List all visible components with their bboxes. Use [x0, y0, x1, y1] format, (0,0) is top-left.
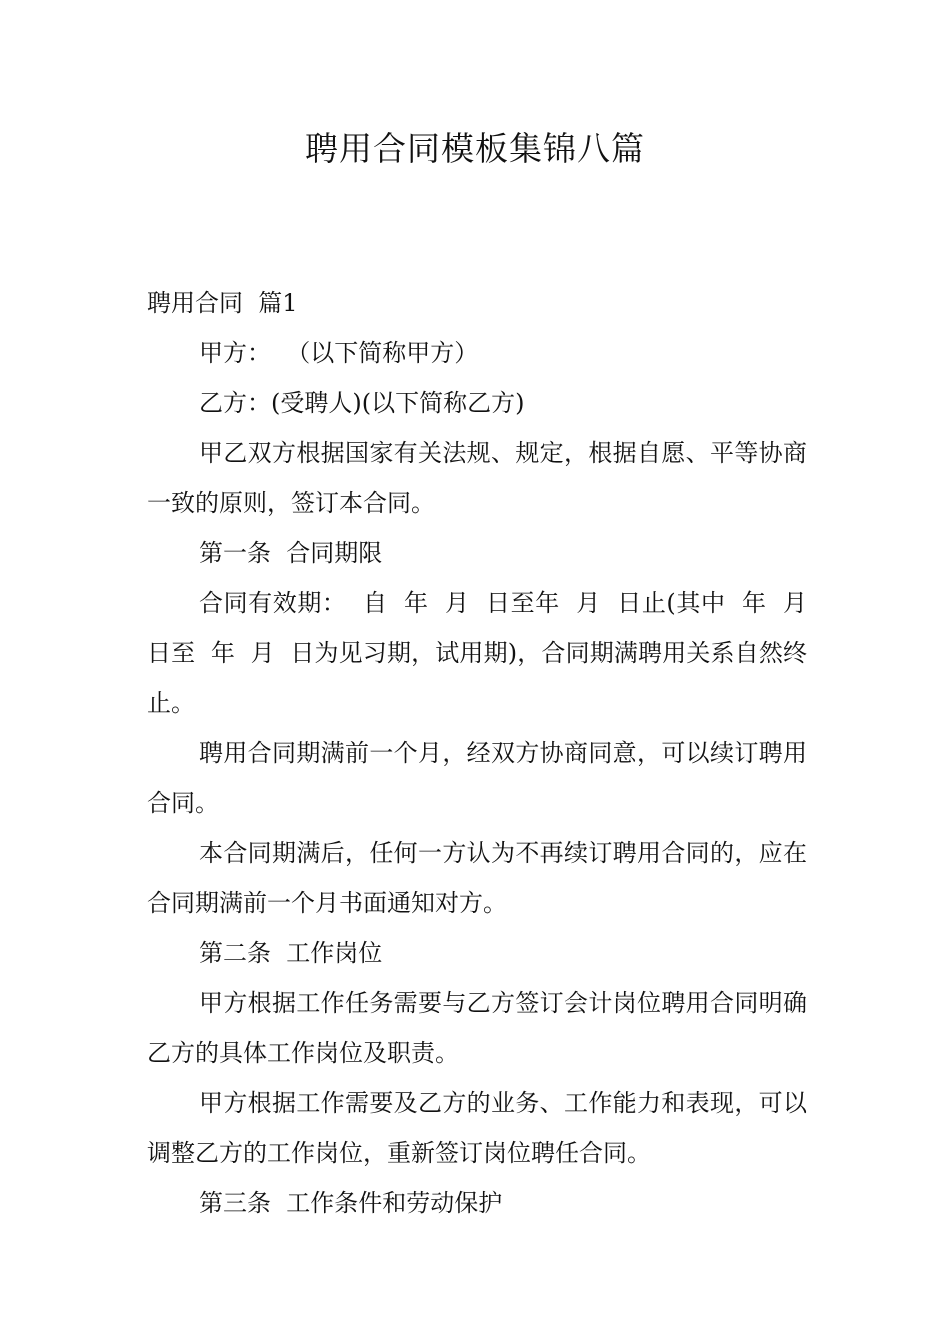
article-1-paragraph-3: 本合同期满后，任何一方认为不再续订聘用合同的，应在合同期满前一个月书面通知对方。	[147, 839, 807, 917]
article-1-paragraph-1: 合同有效期： 自 年 月 日至年 月 日止(其中 年 月 日至 年 月 日为见习期，试用期)，合同期满聘用关系自然终止。	[147, 589, 823, 717]
document-body	[147, 278, 823, 1228]
document-title: 聘用合同模板集锦八篇	[305, 129, 645, 168]
article-2-paragraph-2: 甲方根据工作需要及乙方的业务、工作能力和表现，可以调整乙方的工作岗位，重新签订岗位聘任合同。	[147, 1089, 807, 1167]
party-b-line: 乙方：(受聘人)(以下简称乙方)	[199, 389, 525, 417]
article-2-paragraph-1: 甲方根据工作任务需要与乙方签订会计岗位聘用合同明确乙方的具体工作岗位及职责。	[147, 989, 807, 1067]
contract-heading: 聘用合同 篇1	[147, 289, 298, 317]
party-a-line: 甲方： （以下简称甲方）	[199, 339, 479, 367]
article-2-title: 第二条 工作岗位	[199, 939, 383, 967]
article-1-paragraph-2: 聘用合同期满前一个月，经双方协商同意，可以续订聘用合同。	[147, 739, 807, 817]
article-3-title: 第三条 工作条件和劳动保护	[199, 1189, 503, 1217]
intro-paragraph: 甲乙双方根据国家有关法规、规定，根据自愿、平等协商一致的原则，签订本合同。	[147, 439, 807, 517]
article-1-title: 第一条 合同期限	[199, 539, 383, 567]
